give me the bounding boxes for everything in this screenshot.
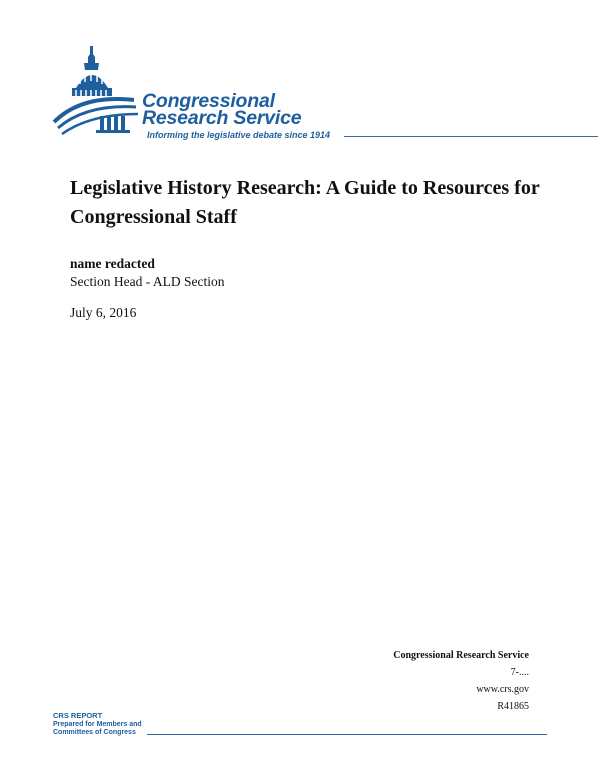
author-name: name redacted [70,256,155,271]
capitol-dome-icon [52,44,147,144]
footer-report-number: R41865 [497,701,529,712]
crs-report-line-2: Committees of Congress [53,729,136,736]
crs-logo [52,44,552,144]
footer-org: Congressional Research Service [393,650,529,661]
crs-report-heading: CRS REPORT [53,711,103,720]
footer-contact [269,647,529,715]
footer-rule [147,734,547,735]
logo-line-2: Research Service [142,107,302,129]
logo-wordmark [142,90,302,129]
report-date: July 6, 2016 [70,305,137,320]
author-role: Section Head - ALD Section [70,274,225,289]
crs-report-line-1: Prepared for Members and [53,720,142,728]
tagline-rule [344,136,598,137]
footer-phone: 7-.... [510,667,529,678]
logo-line-1: Congressional [142,90,275,112]
report-title: Legislative History Research: A Guide to Resources for Congressional Staff [70,177,540,228]
logo-tagline: Informing the legislative debate since 1914 [147,130,331,140]
crs-report-mark [53,712,142,738]
footer-website: www.crs.gov [476,684,529,695]
